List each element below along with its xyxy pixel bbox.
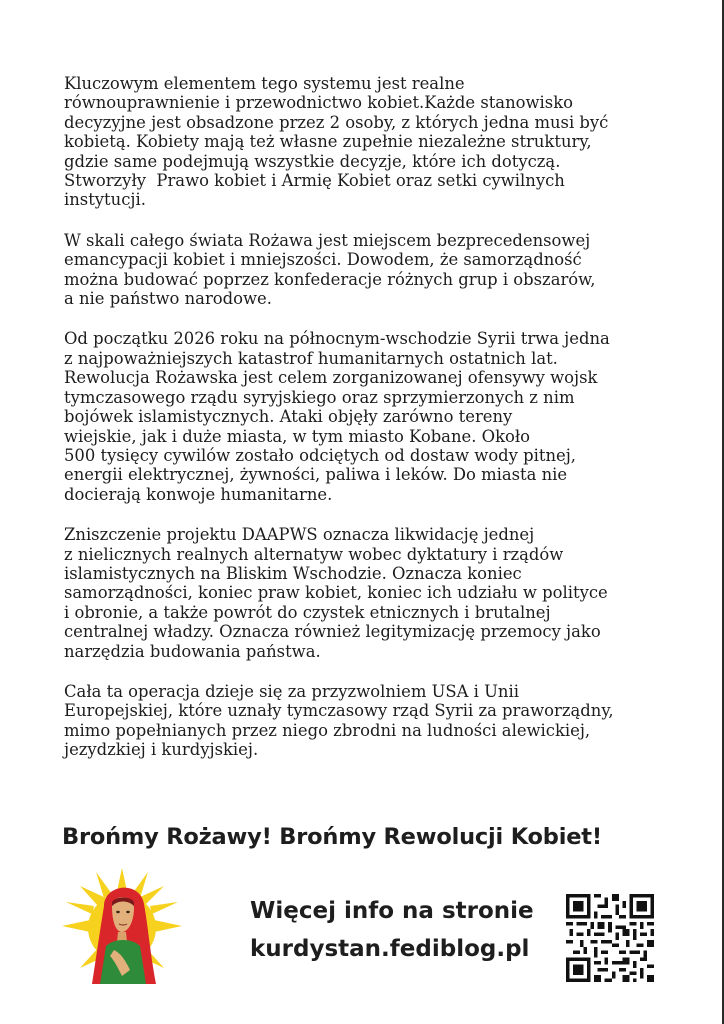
paragraph-1 <box>64 74 664 210</box>
paragraph-3 <box>64 329 664 504</box>
text-line: samorządności, koniec praw kobiet, koniec ich udziału w polityce <box>64 583 608 603</box>
text-line: tymczasowego rządu syryjskiego oraz sprzymierzonych z nim <box>64 387 575 407</box>
text-line: a nie państwo narodowe. <box>64 289 272 309</box>
text-line: 500 tysięcy cywilów zostało odciętych od dostaw wody pitnej, <box>64 445 577 465</box>
text-line: mimo popełnianych przez niego zbrodni na ludności alewickiej, <box>64 720 591 740</box>
text-line: Stworzyły Prawo kobiet i Armię Kobiet oraz setki cywilnych <box>64 171 565 191</box>
qr-code[interactable] <box>566 894 654 982</box>
text-line: można budować poprzez konfederacje różnych grup i obszarów, <box>64 269 596 289</box>
slogan-heading: Brońmy Rożawy! Brońmy Rewolucji Kobiet! <box>62 824 602 850</box>
text-line: wiejskie, jak i duże miasta, w tym miasto Kobane. Około <box>64 426 531 446</box>
text-line: W skali całego świata Rożawa jest miejscem bezprecedensowej <box>64 230 591 250</box>
text-line: gdzie same podejmują wszystkie decyzje, które ich dotyczą. <box>64 151 561 171</box>
text-line: Cała ta operacja dzieje się za przyzwolniem USA i Unii <box>64 681 519 701</box>
body-text <box>64 74 664 781</box>
info-line: Więcej info na stronie <box>250 898 534 924</box>
text-line: z najpoważniejszych katastrof humanitarnych ostatnich lat. <box>64 348 558 368</box>
text-line: islamistycznych na Bliskim Wschodzie. Oznacza koniec <box>64 563 522 583</box>
text-line: z nielicznych realnych alternatyw wobec dyktatury i rządów <box>64 544 564 564</box>
info-block <box>250 892 534 968</box>
website-link[interactable]: kurdystan.fediblog.pl <box>250 936 530 962</box>
eye-right <box>126 911 130 913</box>
woman-sun-illustration <box>60 866 184 990</box>
paragraph-5 <box>64 682 664 760</box>
text-line: centralnej władzy. Oznacza również legitymizację przemocy jako <box>64 622 601 642</box>
text-line: emancypacji kobiet i mniejszości. Dowodem, że samorządność <box>64 250 582 270</box>
eye-left <box>116 911 120 913</box>
text-line: Rewolucja Rożawska jest celem zorganizowanej ofensywy wojsk <box>64 368 598 388</box>
text-line: Kluczowym elementem tego systemu jest realne <box>64 74 465 93</box>
text-line: energii elektrycznej, żywności, paliwa i leków. Do miasta nie <box>64 465 568 485</box>
text-line: i obronie, a także powrót do czystek etnicznych i brutalnej <box>64 602 551 622</box>
text-line: jezydzkiej i kurdyjskiej. <box>64 740 259 760</box>
text-line: decyzyjne jest obsadzone przez 2 osoby, z których jedna musi być <box>64 112 609 132</box>
text-line: Europejskiej, które uznały tymczasowy rząd Syrii za praworządny, <box>64 701 614 721</box>
text-line: Zniszczenie projektu DAAPWS oznacza likwidację jednej <box>64 525 535 545</box>
text-line: narzędzia budowania państwa. <box>64 641 321 661</box>
text-line: docierają konwoje humanitarne. <box>64 484 333 504</box>
text-line: bojówek islamistycznych. Ataki objęły zarówno tereny <box>64 407 513 427</box>
paragraph-4 <box>64 525 664 661</box>
paragraph-2 <box>64 231 664 309</box>
text-line: Od początku 2026 roku na północnym-wschodzie Syrii trwa jedna <box>64 329 610 349</box>
text-line: instytucji. <box>64 190 146 210</box>
text-line: równouprawnienie i przewodnictwo kobiet.Każde stanowisko <box>64 93 573 113</box>
text-line: kobietą. Kobiety mają też własne zupełnie niezależne struktury, <box>64 132 592 152</box>
